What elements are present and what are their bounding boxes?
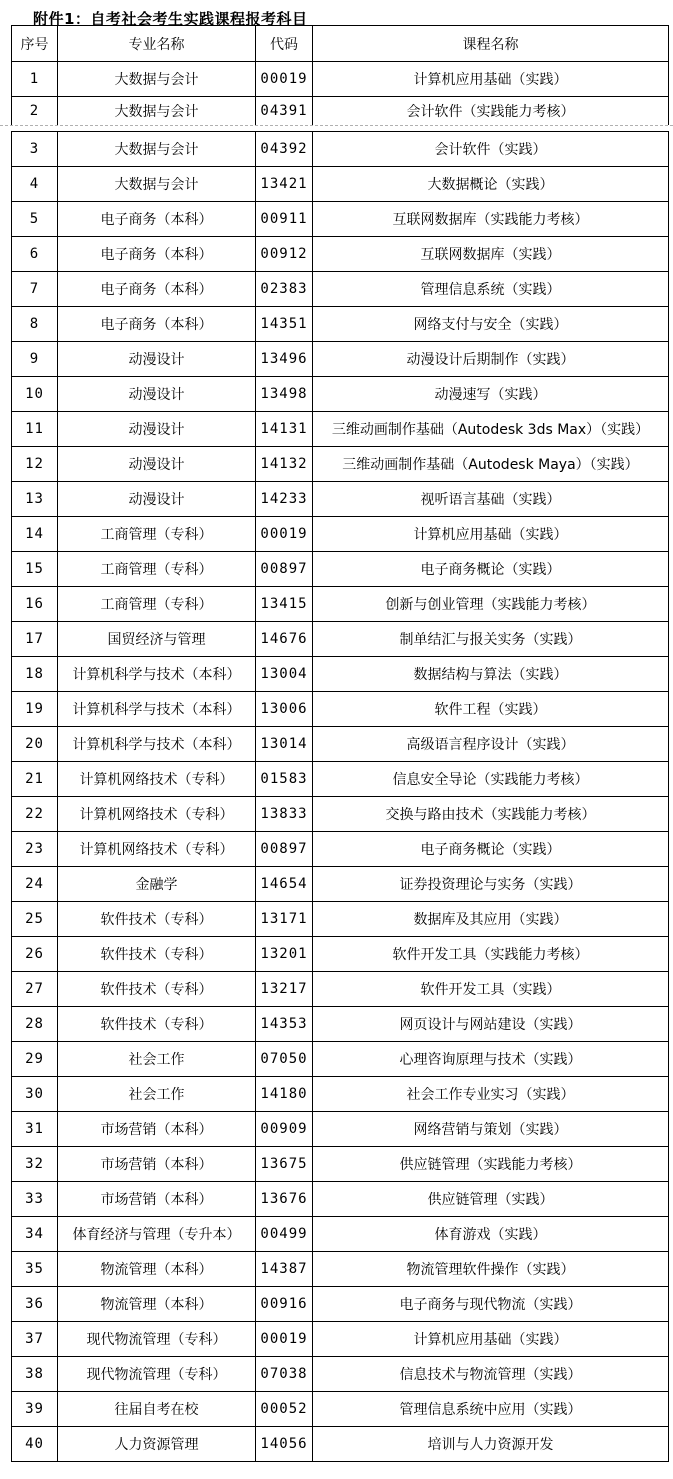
major-cell: 动漫设计 [58,341,256,376]
course-cell: 物流管理软件操作（实践） [313,1251,669,1286]
row-number-cell: 3 [12,131,58,166]
course-cell: 电子商务概论（实践） [313,831,669,866]
course-cell: 视听语言基础（实践） [313,481,669,516]
code-cell: 13006 [256,691,313,726]
table-row [12,236,669,271]
major-cell: 市场营销（本科） [58,1181,256,1216]
course-cell: 制单结汇与报关实务（实践） [313,621,669,656]
course-cell: 信息技术与物流管理（实践） [313,1356,669,1391]
col-header-course: 课程名称 [313,26,669,62]
course-cell: 网络支付与安全（实践） [313,306,669,341]
code-cell: 00019 [256,62,313,97]
table-row [12,691,669,726]
row-number-cell: 31 [12,1111,58,1146]
page-break-dashed-line [0,125,673,126]
course-cell: 证券投资理论与实务（实践） [313,866,669,901]
row-number-cell: 27 [12,971,58,1006]
course-cell: 供应链管理（实践能力考核） [313,1146,669,1181]
code-cell: 14351 [256,306,313,341]
row-number-cell: 23 [12,831,58,866]
course-cell: 大数据概论（实践） [313,166,669,201]
row-number-cell: 16 [12,586,58,621]
row-number-cell: 39 [12,1391,58,1426]
row-number-cell: 7 [12,271,58,306]
table-row [12,1076,669,1111]
code-cell: 13421 [256,166,313,201]
code-cell: 00912 [256,236,313,271]
row-number-cell: 36 [12,1286,58,1321]
row-number-cell: 1 [12,62,58,97]
course-cell: 计算机应用基础（实践） [313,516,669,551]
course-cell: 电子商务与现代物流（实践） [313,1286,669,1321]
table-row [12,341,669,376]
row-number-cell: 11 [12,411,58,446]
major-cell: 人力资源管理 [58,1426,256,1461]
code-cell: 13496 [256,341,313,376]
major-cell: 物流管理（本科） [58,1286,256,1321]
course-cell: 计算机应用基础（实践） [313,62,669,97]
row-number-cell: 28 [12,1006,58,1041]
table-row [12,1391,669,1426]
row-number-cell: 18 [12,656,58,691]
table-body-part1 [12,62,669,125]
table-row [12,1356,669,1391]
table-row [12,1006,669,1041]
major-cell: 工商管理（专科） [58,516,256,551]
course-cell: 软件开发工具（实践） [313,971,669,1006]
major-cell: 计算机网络技术（专科） [58,831,256,866]
course-cell: 软件开发工具（实践能力考核） [313,936,669,971]
course-cell: 会计软件（实践） [313,131,669,166]
row-number-cell: 8 [12,306,58,341]
course-cell: 网页设计与网站建设（实践） [313,1006,669,1041]
major-cell: 电子商务（本科） [58,236,256,271]
course-cell: 心理咨询原理与技术（实践） [313,1041,669,1076]
code-cell: 00909 [256,1111,313,1146]
course-cell: 高级语言程序设计（实践） [313,726,669,761]
table-row [12,411,669,446]
table-row [12,201,669,236]
course-cell: 交换与路由技术（实践能力考核） [313,796,669,831]
major-cell: 软件技术（专科） [58,971,256,1006]
code-cell: 13833 [256,796,313,831]
code-cell: 13498 [256,376,313,411]
major-cell: 金融学 [58,866,256,901]
course-cell: 供应链管理（实践） [313,1181,669,1216]
major-cell: 大数据与会计 [58,97,256,125]
course-cell: 动漫设计后期制作（实践） [313,341,669,376]
course-cell: 互联网数据库（实践） [313,236,669,271]
table-row [12,586,669,621]
code-cell: 04391 [256,97,313,125]
course-cell: 创新与创业管理（实践能力考核） [313,586,669,621]
code-cell: 00897 [256,551,313,586]
table-row [12,726,669,761]
course-cell: 互联网数据库（实践能力考核） [313,201,669,236]
code-cell: 07050 [256,1041,313,1076]
major-cell: 计算机网络技术（专科） [58,761,256,796]
table-row [12,901,669,936]
code-cell: 13171 [256,901,313,936]
course-table-part1 [11,25,669,125]
course-cell: 管理信息系统（实践） [313,271,669,306]
row-number-cell: 24 [12,866,58,901]
major-cell: 动漫设计 [58,411,256,446]
row-number-cell: 12 [12,446,58,481]
code-cell: 13014 [256,726,313,761]
table-header-row [12,26,669,62]
code-cell: 04392 [256,131,313,166]
row-number-cell: 25 [12,901,58,936]
row-number-cell: 14 [12,516,58,551]
major-cell: 计算机科学与技术（本科） [58,691,256,726]
table-row [12,376,669,411]
code-cell: 00897 [256,831,313,866]
row-number-cell: 5 [12,201,58,236]
row-number-cell: 6 [12,236,58,271]
major-cell: 软件技术（专科） [58,936,256,971]
code-cell: 14056 [256,1426,313,1461]
row-number-cell: 21 [12,761,58,796]
course-cell: 网络营销与策划（实践） [313,1111,669,1146]
major-cell: 软件技术（专科） [58,1006,256,1041]
course-cell: 信息安全导论（实践能力考核） [313,761,669,796]
col-header-major: 专业名称 [58,26,256,62]
table-row [12,551,669,586]
row-number-cell: 9 [12,341,58,376]
table-row [12,446,669,481]
table-row [12,621,669,656]
major-cell: 国贸经济与管理 [58,621,256,656]
table-row [12,1286,669,1321]
major-cell: 动漫设计 [58,446,256,481]
code-cell: 13415 [256,586,313,621]
major-cell: 物流管理（本科） [58,1251,256,1286]
major-cell: 工商管理（专科） [58,551,256,586]
major-cell: 软件技术（专科） [58,901,256,936]
course-cell: 会计软件（实践能力考核） [313,97,669,125]
code-cell: 00052 [256,1391,313,1426]
table-row [12,1111,669,1146]
course-cell: 软件工程（实践） [313,691,669,726]
major-cell: 体育经济与管理（专升本） [58,1216,256,1251]
major-cell: 电子商务（本科） [58,306,256,341]
code-cell: 14180 [256,1076,313,1111]
row-number-cell: 20 [12,726,58,761]
course-cell: 数据库及其应用（实践） [313,901,669,936]
table-row [12,936,669,971]
row-number-cell: 35 [12,1251,58,1286]
code-cell: 14676 [256,621,313,656]
table-row [12,306,669,341]
table-row [12,1216,669,1251]
row-number-cell: 32 [12,1146,58,1181]
row-number-cell: 34 [12,1216,58,1251]
major-cell: 计算机科学与技术（本科） [58,656,256,691]
course-cell: 体育游戏（实践） [313,1216,669,1251]
row-number-cell: 33 [12,1181,58,1216]
table-row [12,796,669,831]
table-row [12,166,669,201]
row-number-cell: 37 [12,1321,58,1356]
course-cell: 培训与人力资源开发 [313,1426,669,1461]
major-cell: 计算机科学与技术（本科） [58,726,256,761]
col-header-code: 代码 [256,26,313,62]
course-cell: 数据结构与算法（实践） [313,656,669,691]
course-cell: 三维动画制作基础（Autodesk Maya）（实践） [313,446,669,481]
table-row [12,831,669,866]
code-cell: 00019 [256,516,313,551]
code-cell: 13004 [256,656,313,691]
table-row [12,271,669,306]
code-cell: 14233 [256,481,313,516]
major-cell: 现代物流管理（专科） [58,1356,256,1391]
table-body-part2 [12,131,669,1461]
code-cell: 02383 [256,271,313,306]
table-row [12,516,669,551]
course-cell: 电子商务概论（实践） [313,551,669,586]
row-number-cell: 22 [12,796,58,831]
table-row [12,761,669,796]
table-header [12,26,669,62]
major-cell: 电子商务（本科） [58,271,256,306]
table-row [12,1251,669,1286]
course-cell: 管理信息系统中应用（实践） [313,1391,669,1426]
major-cell: 现代物流管理（专科） [58,1321,256,1356]
code-cell: 14654 [256,866,313,901]
row-number-cell: 13 [12,481,58,516]
code-cell: 13675 [256,1146,313,1181]
table-row [12,131,669,166]
table-row [12,1321,669,1356]
table-row [12,1426,669,1461]
table-row [12,971,669,1006]
code-cell: 13676 [256,1181,313,1216]
code-cell: 13217 [256,971,313,1006]
code-cell: 00916 [256,1286,313,1321]
table-row [12,866,669,901]
major-cell: 大数据与会计 [58,62,256,97]
code-cell: 13201 [256,936,313,971]
course-table-part2 [11,131,669,1462]
major-cell: 市场营销（本科） [58,1146,256,1181]
major-cell: 动漫设计 [58,481,256,516]
table-row [12,481,669,516]
col-header-no: 序号 [12,26,58,62]
row-number-cell: 29 [12,1041,58,1076]
row-number-cell: 15 [12,551,58,586]
row-number-cell: 2 [12,97,58,125]
course-cell: 计算机应用基础（实践） [313,1321,669,1356]
major-cell: 动漫设计 [58,376,256,411]
table-row [12,1146,669,1181]
table-row [12,1041,669,1076]
table-row [12,656,669,691]
row-number-cell: 10 [12,376,58,411]
table-row [12,62,669,97]
code-cell: 14353 [256,1006,313,1041]
major-cell: 工商管理（专科） [58,586,256,621]
row-number-cell: 19 [12,691,58,726]
attachment-title: 附件1：自考社会考生实践课程报考科目 [33,10,308,28]
table-row [12,97,669,125]
course-cell: 三维动画制作基础（Autodesk 3ds Max）（实践） [313,411,669,446]
code-cell: 00911 [256,201,313,236]
row-number-cell: 17 [12,621,58,656]
major-cell: 市场营销（本科） [58,1111,256,1146]
code-cell: 07038 [256,1356,313,1391]
row-number-cell: 26 [12,936,58,971]
major-cell: 计算机网络技术（专科） [58,796,256,831]
course-cell: 社会工作专业实习（实践） [313,1076,669,1111]
code-cell: 14387 [256,1251,313,1286]
major-cell: 社会工作 [58,1041,256,1076]
code-cell: 14132 [256,446,313,481]
major-cell: 大数据与会计 [58,131,256,166]
course-cell: 动漫速写（实践） [313,376,669,411]
code-cell: 00019 [256,1321,313,1356]
code-cell: 01583 [256,761,313,796]
code-cell: 14131 [256,411,313,446]
row-number-cell: 40 [12,1426,58,1461]
major-cell: 电子商务（本科） [58,201,256,236]
row-number-cell: 30 [12,1076,58,1111]
row-number-cell: 4 [12,166,58,201]
major-cell: 社会工作 [58,1076,256,1111]
row-number-cell: 38 [12,1356,58,1391]
major-cell: 大数据与会计 [58,166,256,201]
code-cell: 00499 [256,1216,313,1251]
table-row [12,1181,669,1216]
major-cell: 往届自考在校 [58,1391,256,1426]
